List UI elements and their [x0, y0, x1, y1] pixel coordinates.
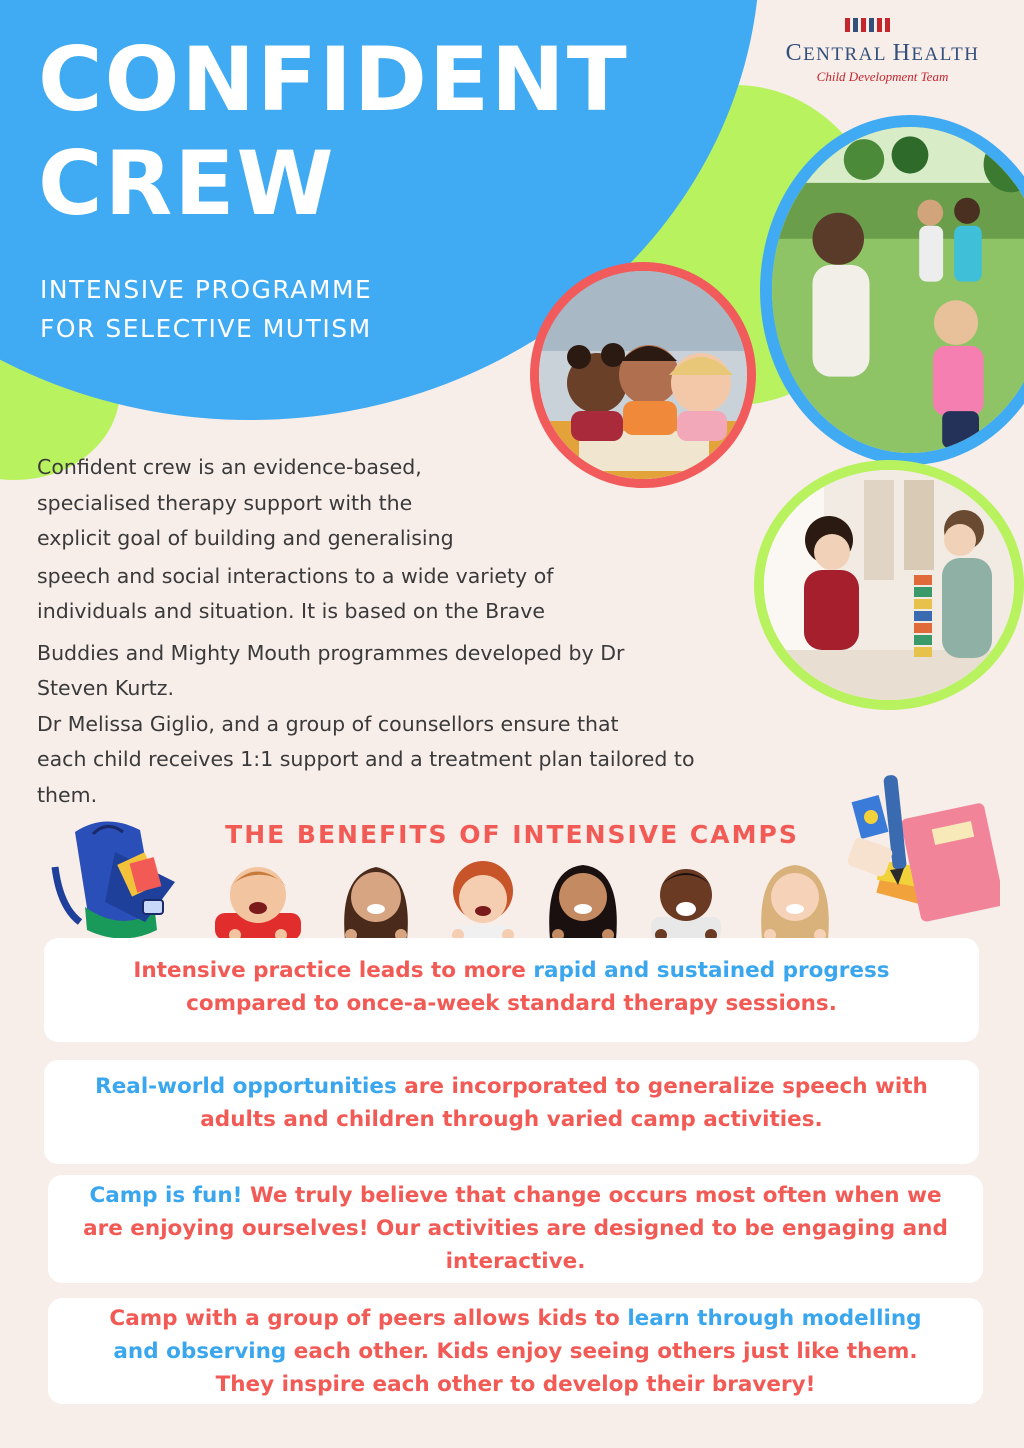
benefit-text: adults and children through varied camp activities. [200, 1107, 823, 1132]
benefit-text: interactive. [445, 1249, 586, 1274]
people-icon [735, 18, 1000, 36]
intro-line: Steven Kurtz. [37, 676, 175, 700]
benefit-text: are enjoying ourselves! Our activities are designed to be engaging and [83, 1216, 948, 1241]
benefit-card-peers [48, 1298, 983, 1404]
child-face-4 [540, 855, 626, 940]
benefit-text: are incorporated to generalize speech with [396, 1074, 928, 1099]
subtitle-line-2: FOR SELECTIVE MUTISM [40, 314, 372, 343]
intro-line: explicit goal of building and generalising [37, 526, 454, 550]
benefit-card-real-world [44, 1060, 979, 1164]
intro-line: them. [37, 782, 98, 807]
child-face-2 [333, 855, 419, 940]
benefit-text: They inspire each other to develop their bravery! [215, 1372, 816, 1397]
title-line-2: CREW [38, 132, 336, 235]
page-subtitle [40, 270, 372, 348]
benefit-highlight: rapid and sustained progress [533, 958, 890, 983]
intro-paragraph [37, 450, 837, 813]
title-line-1: CONFIDENT [38, 28, 629, 131]
benefit-card-rapid-progress [44, 938, 979, 1042]
child-face-6 [752, 855, 838, 940]
benefit-highlight: Camp is fun! [89, 1183, 243, 1208]
central-health-logo [765, 18, 1000, 85]
child-face-3 [440, 855, 526, 940]
page-title [38, 28, 629, 236]
child-face-1 [215, 855, 301, 940]
intro-line: specialised therapy support with the [37, 490, 413, 515]
benefit-text: Camp with a group of peers allows kids to [109, 1306, 628, 1331]
intro-line: individuals and situation. It is based on the Brave [37, 599, 545, 623]
benefit-text: We truly believe that change occurs most often when we [242, 1183, 942, 1208]
benefit-text: compared to once-a-week standard therapy sessions. [186, 991, 837, 1016]
benefit-highlight: learn through modelling [627, 1306, 922, 1331]
benefit-highlight: and observing [113, 1339, 287, 1364]
logo-team: Child Development Team [816, 69, 949, 84]
logo-name: CENTRAL HEALTH [785, 40, 980, 66]
child-face-5 [643, 855, 729, 940]
intro-line: Confident crew is an evidence-based, [37, 455, 422, 479]
benefit-highlight: Real-world opportunities [95, 1074, 397, 1099]
books-pencil-icon [848, 770, 1000, 930]
benefit-text: each other. Kids enjoy seeing others just like them. [286, 1339, 918, 1364]
benefit-card-camp-fun [48, 1175, 983, 1283]
intro-line: Buddies and Mighty Mouth programmes developed by Dr [37, 640, 625, 665]
benefits-heading: THE BENEFITS OF INTENSIVE CAMPS [225, 820, 799, 849]
intro-line: speech and social interactions to a wide variety of [37, 563, 554, 588]
intro-line: each child receives 1:1 support and a treatment plan tailored to [37, 747, 695, 771]
intro-line: Dr Melissa Giglio, and a group of counsellors ensure that [37, 711, 619, 736]
benefit-text: Intensive practice leads to more [133, 958, 534, 983]
subtitle-line-1: INTENSIVE PROGRAMME [40, 275, 373, 304]
